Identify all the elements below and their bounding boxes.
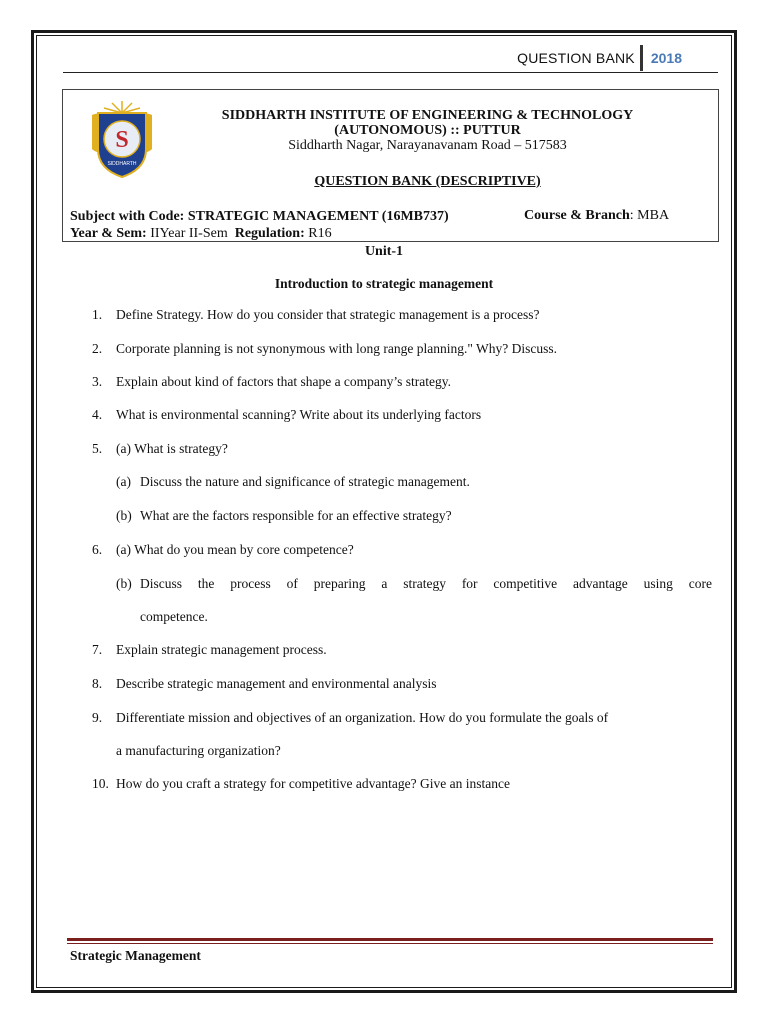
page-header <box>517 44 682 72</box>
course-label: Course & Branch <box>524 208 630 223</box>
footer-rule <box>67 938 713 941</box>
question-number: 6. <box>92 542 103 557</box>
svg-text:S: S <box>115 127 129 153</box>
course-meta <box>524 208 669 224</box>
footer-rule-thin <box>67 943 713 944</box>
unit-heading: Unit-1 <box>364 244 404 259</box>
question-continuation: competence. <box>140 609 208 624</box>
question-item <box>0 374 768 392</box>
subject-meta <box>70 208 449 242</box>
question-item <box>0 642 768 660</box>
question-item <box>0 341 768 359</box>
institute-logo <box>84 99 160 179</box>
question-text: Corporate planning is not synonymous with long range planning." Why? Discuss. <box>116 341 557 356</box>
question-number: 10. <box>92 776 109 791</box>
question-text: Differentiate mission and objectives of an organization. How do you formulate the goals of <box>116 710 609 725</box>
question-text: Explain strategic management process. <box>116 642 327 657</box>
question-text: Explain about kind of factors that shape a company’s strategy. <box>116 374 452 389</box>
question-text: Describe strategic management and environmental analysis <box>116 676 437 691</box>
question-number: 9. <box>92 710 103 725</box>
question-number: 7. <box>92 642 103 657</box>
question-text: (a) What is strategy? <box>116 441 228 456</box>
question-continuation: a manufacturing organization? <box>116 743 281 758</box>
subquestion-label: (b) <box>116 508 132 523</box>
subquestion-text: Discuss the process of preparing a strategy for competitive advantage using core <box>140 576 712 591</box>
question-item <box>0 307 768 325</box>
question-item <box>0 676 768 694</box>
regulation-label: Regulation: <box>234 226 305 241</box>
footer-text: Strategic Management <box>70 948 201 963</box>
subquestion-text: Discuss the nature and significance of strategic management. <box>140 474 470 489</box>
question-text: (a) What do you mean by core competence? <box>116 542 354 557</box>
subquestion-text: What are the factors responsible for an effective strategy? <box>140 508 452 523</box>
regulation-value: R16 <box>308 226 332 241</box>
question-item <box>0 441 768 459</box>
question-text: Define Strategy. How do you consider that strategic management is a process? <box>116 307 540 322</box>
subquestion-label: (b) <box>116 576 132 591</box>
question-number: 5. <box>92 441 103 456</box>
header-divider <box>640 45 643 71</box>
institute-status: (AUTONOMOUS) :: PUTTUR <box>334 123 521 138</box>
header-label: QUESTION BANK <box>517 50 635 66</box>
course-value: : MBA <box>629 208 670 223</box>
institute-address: Siddharth Nagar, Narayanavanam Road – 517583 <box>288 138 567 153</box>
topic-heading: Introduction to strategic management <box>274 276 494 291</box>
subquestion-label: (a) <box>116 474 131 489</box>
subject-label: Subject with Code: <box>70 209 185 224</box>
subject-value: STRATEGIC MANAGEMENT (16MB737) <box>187 209 449 224</box>
year-label: Year & Sem: <box>70 226 147 241</box>
question-number: 2. <box>92 341 103 356</box>
header-rule <box>63 72 718 73</box>
question-number: 8. <box>92 676 103 691</box>
question-number: 3. <box>92 374 103 389</box>
document-title: QUESTION BANK (DESCRIPTIVE) <box>314 174 541 189</box>
subquestion-item <box>0 508 768 526</box>
question-item <box>0 776 768 794</box>
year-value: IIYear II-Sem <box>150 226 228 241</box>
question-item <box>0 542 768 560</box>
header-year: 2018 <box>650 50 682 66</box>
question-number: 4. <box>92 407 103 422</box>
subquestion-item <box>0 474 768 492</box>
question-item <box>0 407 768 425</box>
question-item <box>0 710 768 728</box>
institute-name: SIDDHARTH INSTITUTE OF ENGINEERING & TECHNOLOGY <box>221 108 634 123</box>
question-text: What is environmental scanning? Write about its underlying factors <box>116 407 482 422</box>
question-number: 1. <box>92 307 103 322</box>
institute-heading <box>160 108 695 153</box>
svg-text:SIDDHARTH: SIDDHARTH <box>107 161 137 167</box>
question-text: How do you craft a strategy for competitive advantage? Give an instance <box>116 776 510 791</box>
